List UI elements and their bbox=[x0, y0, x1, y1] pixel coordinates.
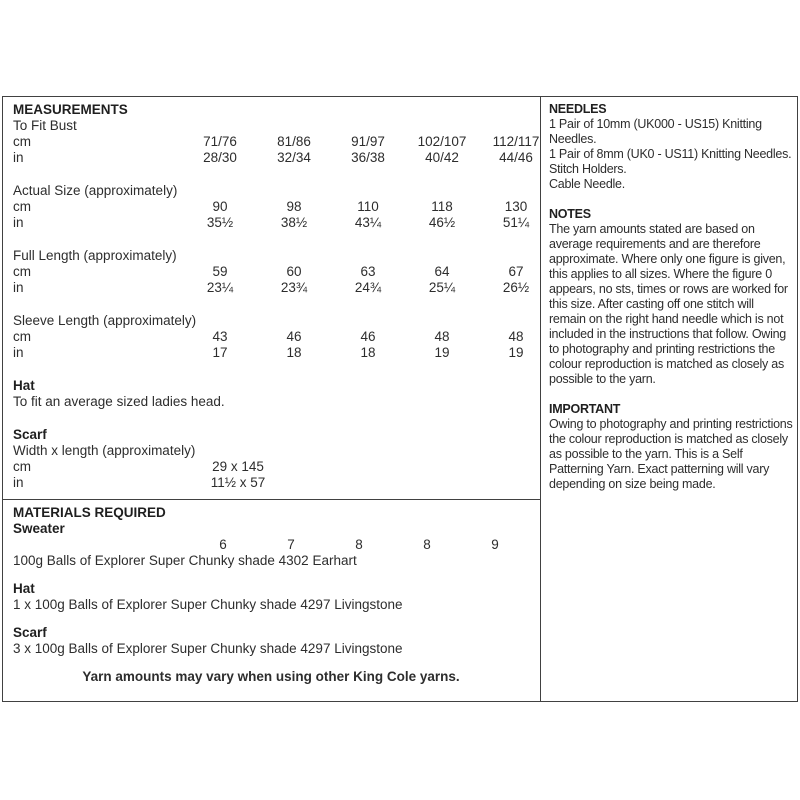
ball-quantity: 7 bbox=[287, 537, 295, 552]
needle-item: 1 Pair of 8mm (UK0 - US11) Knitting Needles. bbox=[549, 147, 792, 161]
size-value: 48 bbox=[508, 329, 524, 344]
table-row bbox=[13, 280, 534, 296]
size-value: 26½ bbox=[502, 280, 530, 295]
size-value: 23¼ bbox=[206, 280, 234, 295]
ball-quantity: 6 bbox=[219, 537, 227, 552]
size-value: 60 bbox=[286, 264, 302, 279]
size-value: 48 bbox=[434, 329, 450, 344]
size-value: 102/107 bbox=[417, 134, 467, 149]
materials-sweater-group bbox=[13, 521, 534, 569]
unit-label: in bbox=[13, 345, 24, 360]
notes-text: The yarn amounts stated are based on average requirements and are therefore approximate. Where only one figure is given, this applies to all sizes. Where the figure 0 appears, no sts, times or rows are worked for this size. After casting off one stitch will remain on the right hand needle which is not included in the instructions that follow. Owing to photography and printing restrictions the colour reproduction is matched as closely as possible to the yarn. bbox=[549, 222, 788, 386]
hat-label: Hat bbox=[13, 581, 35, 596]
size-value: 19 bbox=[434, 345, 450, 360]
size-value: 81/86 bbox=[277, 134, 311, 149]
scarf-label: Scarf bbox=[13, 625, 47, 640]
size-value: 64 bbox=[434, 264, 450, 279]
size-value: 67 bbox=[508, 264, 524, 279]
notes-title: NOTES bbox=[549, 207, 591, 221]
table-row bbox=[13, 345, 534, 361]
unit-label: in bbox=[13, 475, 24, 490]
size-value: 46 bbox=[360, 329, 376, 344]
needle-item: Cable Needle. bbox=[549, 177, 625, 191]
size-value: 51¼ bbox=[502, 215, 530, 230]
scarf-measurement-group bbox=[13, 427, 534, 491]
table-row bbox=[13, 459, 534, 475]
spec-table-box bbox=[2, 96, 798, 702]
size-value: 46 bbox=[286, 329, 302, 344]
table-row bbox=[13, 199, 534, 215]
needle-item: Stitch Holders. bbox=[549, 162, 627, 176]
unit-label: in bbox=[13, 280, 24, 295]
size-value: 25¼ bbox=[428, 280, 456, 295]
unit-label: cm bbox=[13, 264, 31, 279]
sweater-label: Sweater bbox=[13, 521, 65, 536]
size-value: 59 bbox=[212, 264, 228, 279]
size-group-label: To Fit Bust bbox=[13, 118, 77, 133]
size-value: 23¾ bbox=[280, 280, 308, 295]
unit-label: cm bbox=[13, 459, 31, 474]
ball-quantity: 8 bbox=[423, 537, 431, 552]
size-value: 90 bbox=[212, 199, 228, 214]
size-value: 38½ bbox=[280, 215, 308, 230]
measurements-title: MEASUREMENTS bbox=[13, 102, 128, 117]
needles-section bbox=[549, 102, 793, 192]
materials-hat-group bbox=[13, 581, 534, 613]
ball-quantity: 8 bbox=[355, 537, 363, 552]
size-value: 17 bbox=[212, 345, 228, 360]
size-value: 71/76 bbox=[203, 134, 237, 149]
scarf-sub-label: Width x length (approximately) bbox=[13, 443, 196, 458]
sweater-yarn-desc: 100g Balls of Explorer Super Chunky shade 4302 Earhart bbox=[13, 553, 357, 568]
size-group-full-length bbox=[13, 248, 534, 296]
hat-label: Hat bbox=[13, 378, 35, 393]
materials-title: MATERIALS REQUIRED bbox=[13, 505, 166, 520]
table-row bbox=[13, 475, 534, 491]
notes-section bbox=[549, 207, 793, 387]
table-row bbox=[13, 215, 534, 231]
important-title: IMPORTANT bbox=[549, 402, 621, 416]
size-value: 36/38 bbox=[351, 150, 385, 165]
size-group-sleeve-length bbox=[13, 313, 534, 361]
unit-label: cm bbox=[13, 199, 31, 214]
size-group-label: Full Length (approximately) bbox=[13, 248, 177, 263]
size-value: 35½ bbox=[206, 215, 234, 230]
size-value: 40/42 bbox=[425, 150, 459, 165]
size-value: 63 bbox=[360, 264, 376, 279]
table-row bbox=[13, 329, 534, 345]
table-row bbox=[13, 134, 540, 150]
size-value: 43¼ bbox=[354, 215, 382, 230]
size-value: 98 bbox=[286, 199, 302, 214]
needle-item: 1 Pair of 10mm (UK000 - US15) Knitting Needles. bbox=[549, 117, 762, 146]
size-value: 43 bbox=[212, 329, 228, 344]
measurements-column bbox=[3, 97, 541, 701]
unit-label: in bbox=[13, 150, 24, 165]
unit-label: cm bbox=[13, 134, 31, 149]
important-section bbox=[549, 402, 793, 492]
size-value: 18 bbox=[286, 345, 302, 360]
table-row bbox=[13, 150, 534, 166]
size-value: 24¾ bbox=[354, 280, 382, 295]
materials-scarf-group bbox=[13, 625, 534, 657]
size-value: 110 bbox=[357, 199, 379, 214]
hat-fit-text: To fit an average sized ladies head. bbox=[13, 394, 225, 409]
info-column bbox=[541, 97, 797, 701]
size-value: 112/117 bbox=[492, 134, 540, 149]
unit-label: in bbox=[13, 215, 24, 230]
ball-quantity: 9 bbox=[491, 537, 499, 552]
needles-title: NEEDLES bbox=[549, 102, 607, 116]
size-group-label: Sleeve Length (approximately) bbox=[13, 313, 197, 328]
size-value: 44/46 bbox=[499, 150, 533, 165]
unit-label: cm bbox=[13, 329, 31, 344]
empty-cell bbox=[13, 537, 189, 553]
table-row bbox=[13, 537, 534, 553]
size-group-actual-size bbox=[13, 183, 534, 231]
size-value: 32/34 bbox=[277, 150, 311, 165]
size-value: 46½ bbox=[428, 215, 456, 230]
materials-section bbox=[3, 500, 540, 701]
size-group-to-fit-bust bbox=[13, 118, 540, 166]
table-row bbox=[13, 264, 534, 280]
size-value: 19 bbox=[508, 345, 524, 360]
important-text: Owing to photography and printing restrictions the colour reproduction is matched as closely as possible to the yarn. This is a Self Patterning Yarn. Exact patterning will vary depending on size being made. bbox=[549, 417, 793, 491]
hat-yarn-desc: 1 x 100g Balls of Explorer Super Chunky shade 4297 Livingstone bbox=[13, 597, 403, 612]
measurements-section bbox=[3, 97, 540, 500]
size-value: 29 x 145 bbox=[212, 459, 264, 474]
hat-measurement-group bbox=[13, 378, 534, 410]
scarf-yarn-desc: 3 x 100g Balls of Explorer Super Chunky shade 4297 Livingstone bbox=[13, 641, 403, 656]
scarf-label: Scarf bbox=[13, 427, 47, 442]
size-value: 28/30 bbox=[203, 150, 237, 165]
size-value: 130 bbox=[504, 199, 528, 214]
yarn-variation-footnote: Yarn amounts may vary when using other King Cole yarns. bbox=[82, 669, 460, 684]
size-group-label: Actual Size (approximately) bbox=[13, 183, 178, 198]
size-value: 118 bbox=[431, 199, 453, 214]
size-value: 18 bbox=[360, 345, 376, 360]
size-value: 91/97 bbox=[351, 134, 385, 149]
size-value: 11½ x 57 bbox=[210, 475, 266, 490]
